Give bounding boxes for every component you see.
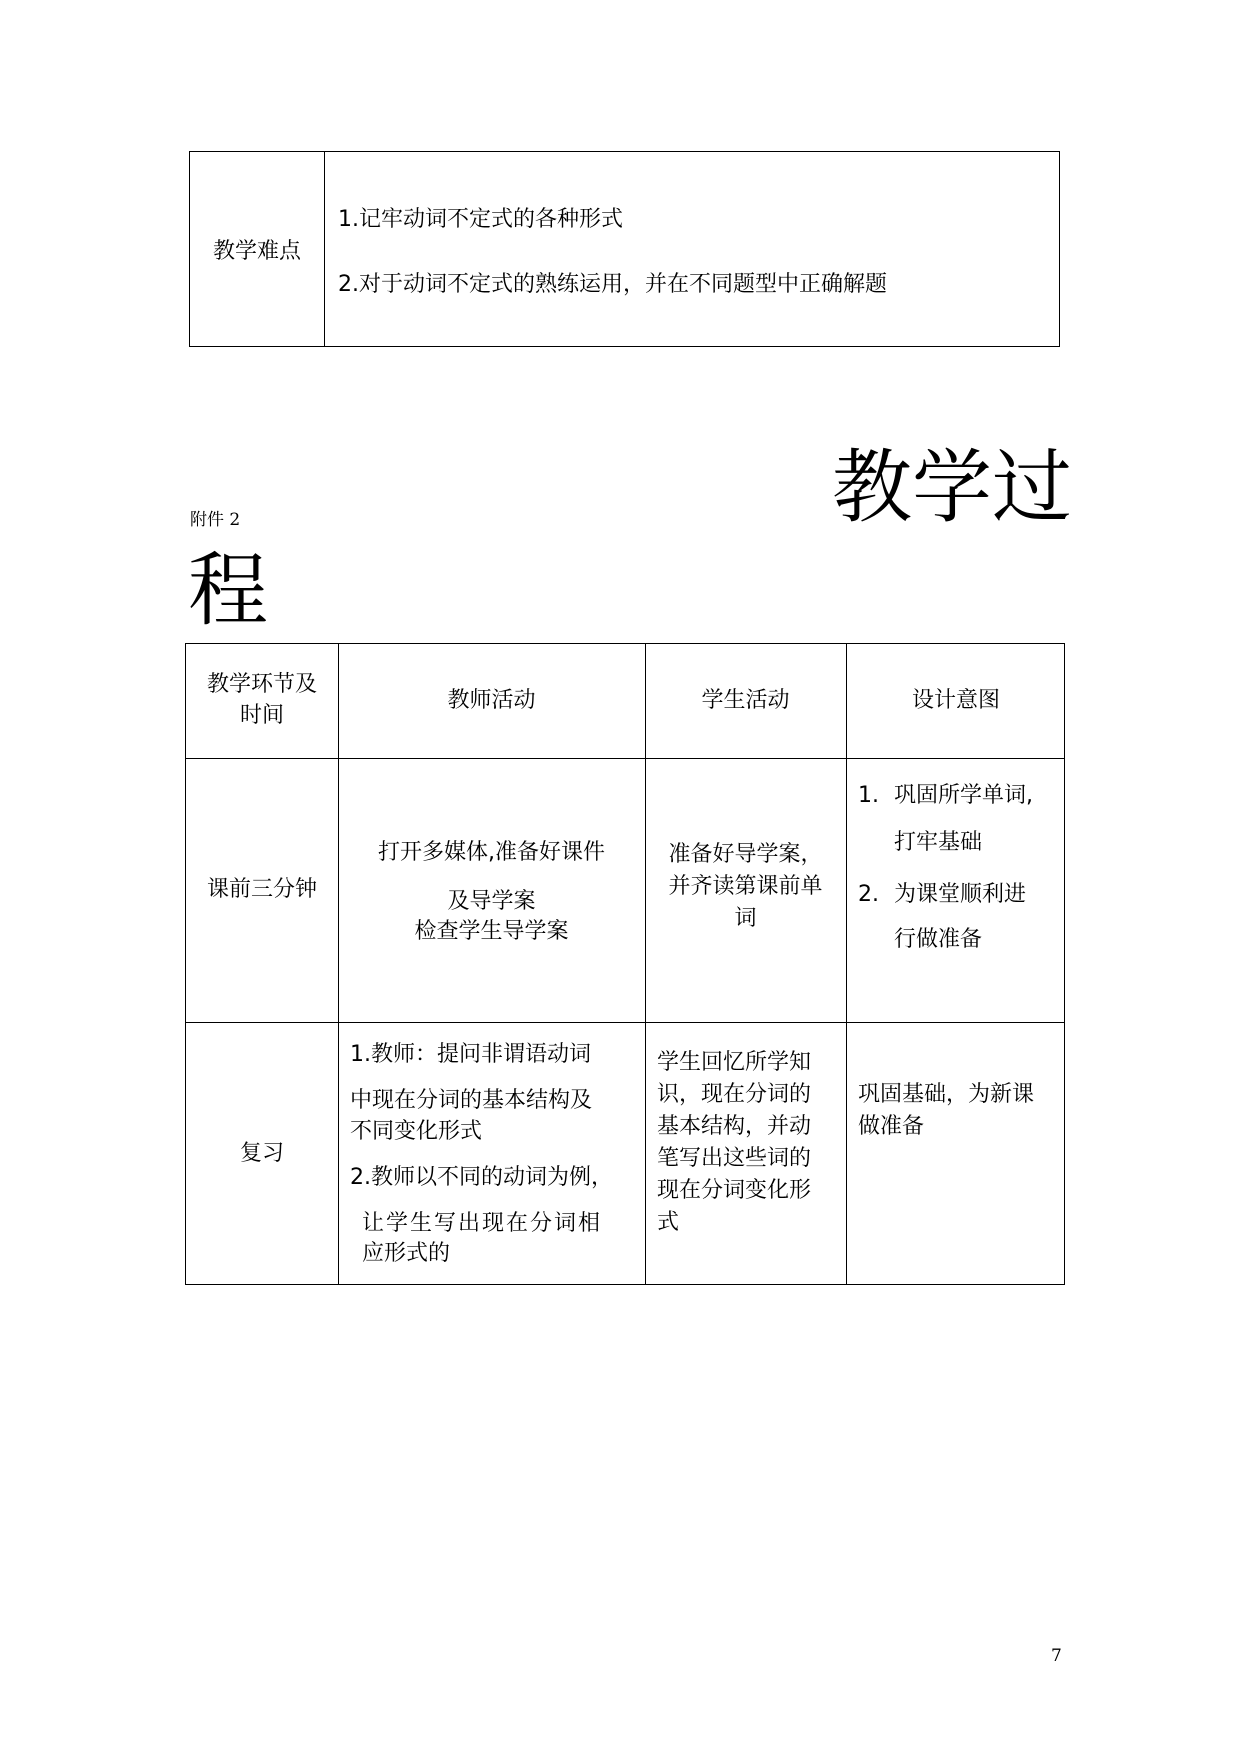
row2-purpose-line-2: 做准备: [858, 1114, 925, 1139]
row2-design-purpose: [846, 1022, 1066, 1286]
row1-teacher-line-1: 打开多媒体,准备好课件: [378, 840, 605, 865]
row2-teacher-line-6: 应形式的: [362, 1241, 451, 1266]
row2-student-line-1: 学生回忆所学知: [657, 1050, 812, 1075]
row2-student-line-2: 识，现在分词的: [657, 1082, 812, 1107]
row2-teacher-line-5: 让学生写出现在分词相: [362, 1211, 603, 1236]
row1-purpose-2-line-2: 行做准备: [894, 927, 983, 952]
row2-student-activity: [645, 1022, 846, 1286]
row1-purpose-2-number: 2.: [858, 882, 879, 907]
difficulty-table: [189, 151, 1060, 347]
row1-student-line-2: 并齐读第课前单: [668, 874, 823, 899]
row2-stage: 复习: [239, 1141, 284, 1167]
section-heading-part-1: 教学过: [832, 441, 1072, 534]
header-stage-line-2: 时间: [239, 703, 284, 728]
row1-purpose-2-line-1: 为课堂顺利进: [894, 882, 1027, 907]
row1-purpose-1-line-1: 巩固所学单词,: [894, 783, 1033, 808]
row1-student-line-3: 词: [734, 906, 757, 931]
row2-purpose-line-1: 巩固基础，为新课: [858, 1082, 1035, 1107]
row2-teacher-activity: [338, 1022, 645, 1286]
page-number: 7: [1051, 1646, 1062, 1666]
difficulty-content: [338, 152, 1059, 346]
row2-teacher-line-1: 1.教师：提问非谓语动词: [350, 1042, 591, 1067]
header-student-activity: 学生活动: [701, 688, 790, 714]
row1-design-purpose: [846, 758, 1066, 1022]
row2-teacher-line-2: 中现在分词的基本结构及: [350, 1088, 593, 1113]
attachment-label: 附件 2: [190, 510, 241, 530]
row2-teacher-line-3: 不同变化形式: [350, 1119, 483, 1144]
difficulty-line-1: 1.记牢动词不定式的各种形式: [338, 207, 623, 232]
row2-teacher-line-4: 2.教师以不同的动词为例，: [350, 1165, 613, 1190]
row2-student-line-5: 现在分词变化形: [657, 1178, 812, 1203]
row1-purpose-1-line-2: 打牢基础: [894, 830, 983, 855]
row1-student-line-1: 准备好导学案，: [668, 842, 823, 867]
row1-teacher-line-3: 检查学生导学案: [414, 919, 569, 944]
row2-student-line-3: 基本结构，并动: [657, 1114, 812, 1139]
header-stage-time: [186, 644, 338, 758]
row2-student-line-4: 笔写出这些词的: [657, 1146, 812, 1171]
header-design-purpose: 设计意图: [911, 688, 1000, 714]
difficulty-line-2: 2.对于动词不定式的熟练运用，并在不同题型中正确解题: [338, 272, 887, 297]
row1-teacher-line-2: 及导学案: [447, 889, 536, 914]
difficulty-label: 教学难点: [190, 152, 325, 346]
row1-teacher-activity: [338, 758, 645, 1022]
teaching-process-table: [185, 643, 1065, 1285]
row1-stage: 课前三分钟: [206, 877, 317, 903]
row1-purpose-1-number: 1.: [858, 783, 879, 808]
section-heading-part-2: 程: [188, 544, 268, 637]
row1-student-activity: [645, 758, 846, 1022]
row2-student-line-6: 式: [657, 1210, 680, 1235]
header-stage-line-1: 教学环节及: [206, 672, 317, 698]
header-teacher-activity: 教师活动: [447, 688, 536, 714]
